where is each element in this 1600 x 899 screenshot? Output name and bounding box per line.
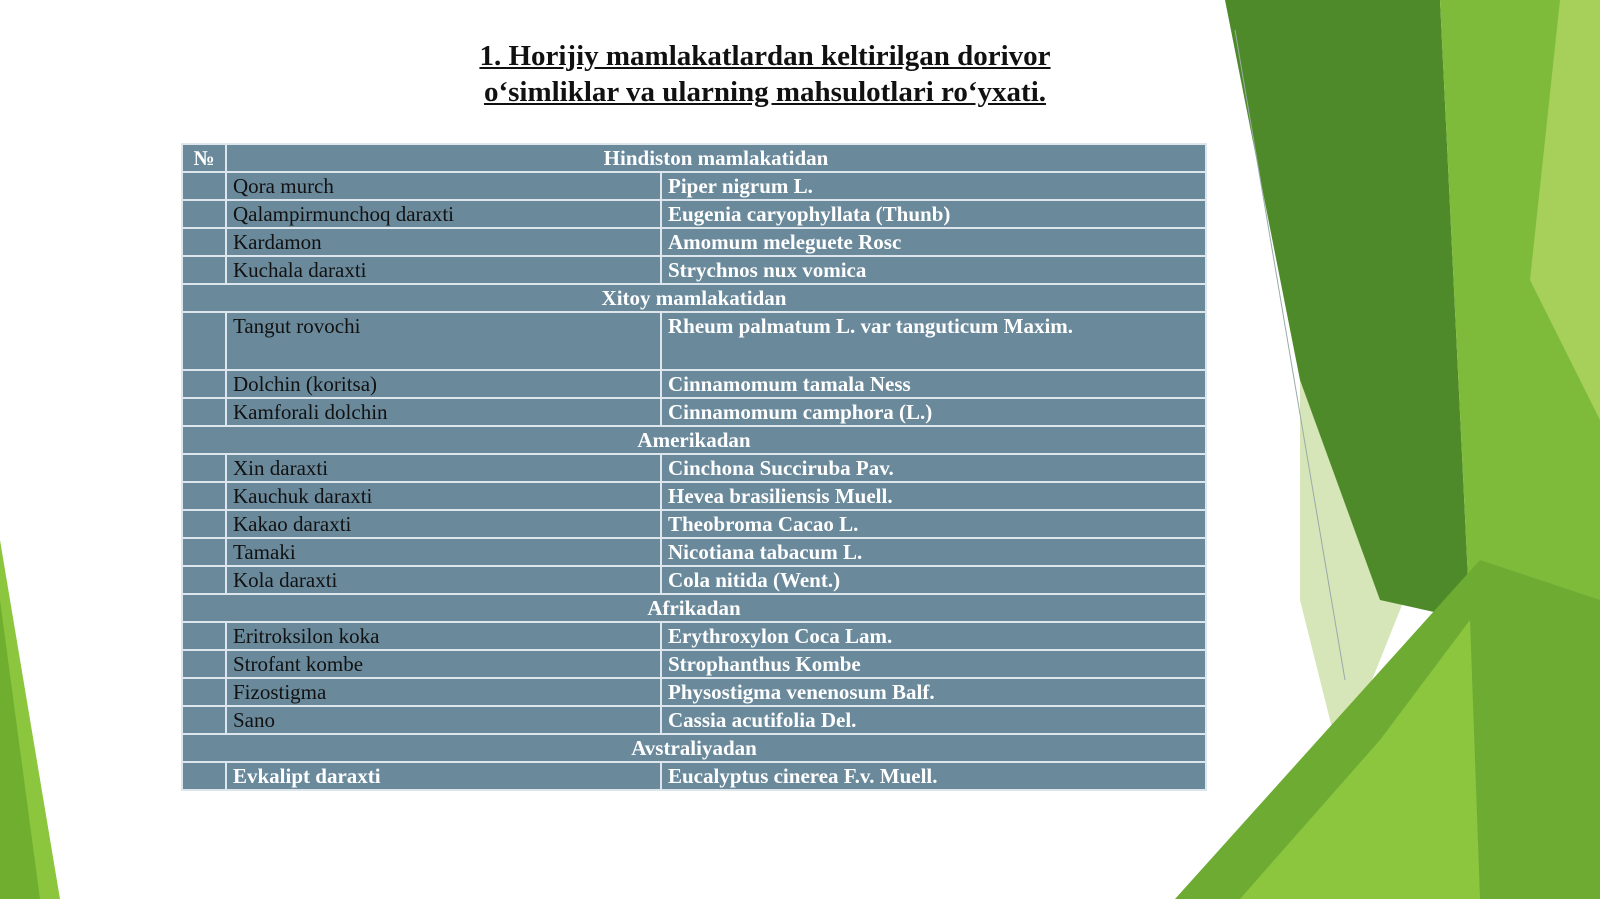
slide-title-line2: o‘simliklar va ularning mahsulotlari ro‘yxati. [483, 76, 1047, 108]
latin-name-cell: Cinnamomum camphora (L.) [661, 398, 1206, 426]
common-name-cell: Kauchuk daraxti [226, 482, 661, 510]
row-number-cell [182, 706, 226, 734]
table-row [182, 200, 1206, 228]
section-heading: Hindiston mamlakatidan [226, 144, 1206, 172]
medicinal-plants-table [181, 143, 1207, 791]
latin-name-cell: Cassia acutifolia Del. [661, 706, 1206, 734]
common-name-cell: Qora murch [226, 172, 661, 200]
row-number-cell [182, 482, 226, 510]
latin-name-cell: Rheum palmatum L. var tanguticum Maxim. [661, 312, 1206, 370]
section-header-row [182, 144, 1206, 172]
common-name-cell: Xin daraxti [226, 454, 661, 482]
common-name-cell: Strofant kombe [226, 650, 661, 678]
table-row [182, 538, 1206, 566]
common-name-cell: Dolchin (koritsa) [226, 370, 661, 398]
latin-name-cell: Cola nitida (Went.) [661, 566, 1206, 594]
common-name-cell: Fizostigma [226, 678, 661, 706]
table-row [182, 706, 1206, 734]
row-number-cell [182, 370, 226, 398]
common-name-cell: Kamforali dolchin [226, 398, 661, 426]
row-number-cell [182, 566, 226, 594]
table-row [182, 454, 1206, 482]
common-name-cell: Qalampirmunchoq daraxti [226, 200, 661, 228]
common-name-cell: Kuchala daraxti [226, 256, 661, 284]
common-name-cell: Evkalipt daraxti [226, 762, 661, 790]
table-row [182, 370, 1206, 398]
common-name-cell: Kola daraxti [226, 566, 661, 594]
section-heading: Avstraliyadan [182, 734, 1206, 762]
slide-title [400, 38, 1130, 110]
row-number-cell [182, 398, 226, 426]
common-name-cell: Kakao daraxti [226, 510, 661, 538]
row-number-cell [182, 228, 226, 256]
common-name-cell: Eritroksilon koka [226, 622, 661, 650]
latin-name-cell: Theobroma Cacao L. [661, 510, 1206, 538]
row-number-cell [182, 762, 226, 790]
row-number-cell [182, 256, 226, 284]
latin-name-cell: Strophanthus Kombe [661, 650, 1206, 678]
table-row [182, 622, 1206, 650]
section-header-row [182, 594, 1206, 622]
table-row [182, 228, 1206, 256]
latin-name-cell: Physostigma venenosum Balf. [661, 678, 1206, 706]
row-number-cell [182, 510, 226, 538]
table-row [182, 172, 1206, 200]
latin-name-cell: Erythroxylon Coca Lam. [661, 622, 1206, 650]
latin-name-cell: Cinnamomum tamala Ness [661, 370, 1206, 398]
section-header-row [182, 734, 1206, 762]
common-name-cell: Sano [226, 706, 661, 734]
table-row [182, 762, 1206, 790]
common-name-cell: Tangut rovochi [226, 312, 661, 370]
latin-name-cell: Strychnos nux vomica [661, 256, 1206, 284]
section-heading: Afrikadan [182, 594, 1206, 622]
row-number-cell [182, 538, 226, 566]
common-name-cell: Kardamon [226, 228, 661, 256]
row-number-cell [182, 172, 226, 200]
row-number-cell [182, 454, 226, 482]
common-name-cell: Tamaki [226, 538, 661, 566]
table-row [182, 566, 1206, 594]
row-number-cell [182, 200, 226, 228]
row-number-cell [182, 622, 226, 650]
number-column-header: № [182, 144, 226, 172]
section-heading: Xitoy mamlakatidan [182, 284, 1206, 312]
latin-name-cell: Nicotiana tabacum L. [661, 538, 1206, 566]
section-header-row [182, 426, 1206, 454]
latin-name-cell: Hevea brasiliensis Muell. [661, 482, 1206, 510]
table-row [182, 650, 1206, 678]
row-number-cell [182, 312, 226, 370]
row-number-cell [182, 678, 226, 706]
row-number-cell [182, 650, 226, 678]
table-row [182, 510, 1206, 538]
table-row [182, 256, 1206, 284]
table-row [182, 482, 1206, 510]
section-header-row [182, 284, 1206, 312]
latin-name-cell: Cinchona Succiruba Pav. [661, 454, 1206, 482]
latin-name-cell: Eugenia caryophyllata (Thunb) [661, 200, 1206, 228]
latin-name-cell: Eucalyptus cinerea F.v. Muell. [661, 762, 1206, 790]
section-heading: Amerikadan [182, 426, 1206, 454]
table-row [182, 678, 1206, 706]
latin-name-cell: Amomum meleguete Rosc [661, 228, 1206, 256]
table-row [182, 398, 1206, 426]
table-row [182, 312, 1206, 370]
latin-name-cell: Piper nigrum L. [661, 172, 1206, 200]
slide-title-line1: 1. Horijiy mamlakatlardan keltirilgan dorivor [479, 40, 1051, 72]
